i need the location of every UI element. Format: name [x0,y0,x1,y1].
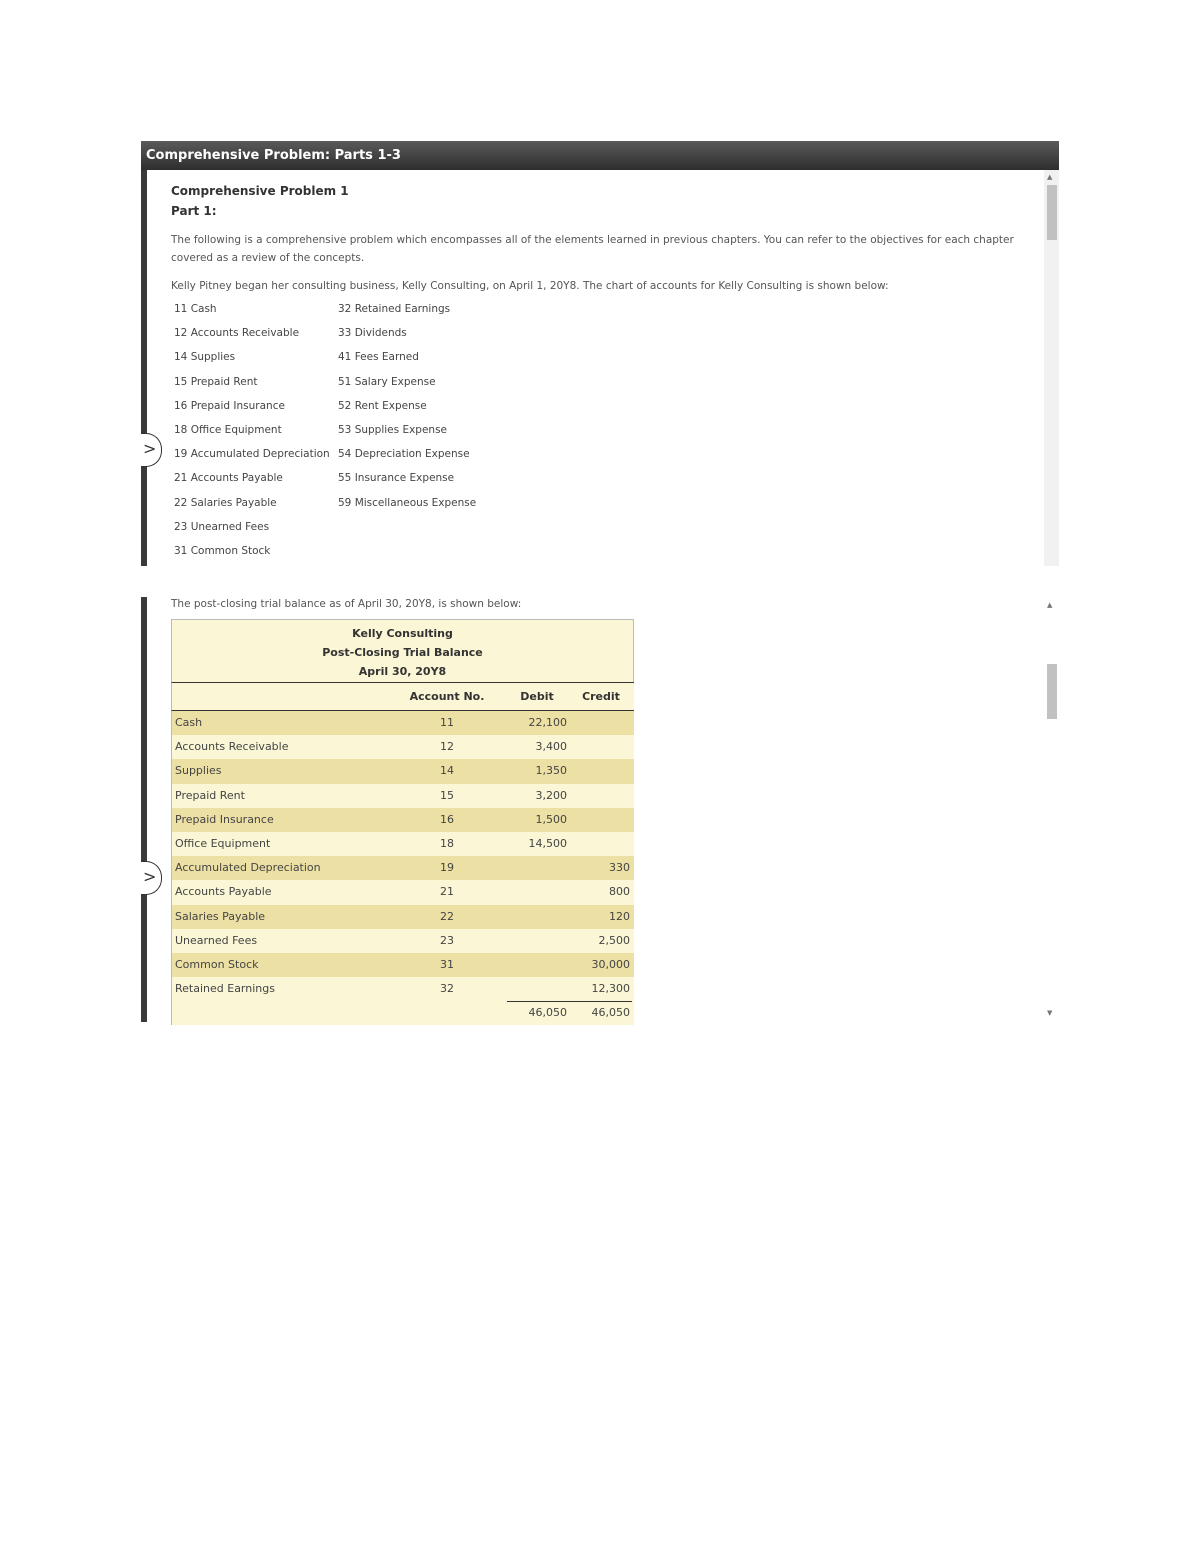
account-name: Accumulated Depreciation [175,861,321,875]
credit-amount: 120 [609,909,630,923]
table-row [171,711,634,735]
intro-paragraph-continued: covered as a review of the concepts. [171,252,365,264]
account-number: 31 [440,957,454,971]
debit-amount: 1,350 [535,764,567,778]
coa-account: 14 Supplies [174,351,236,364]
trial-balance-heading [171,619,634,682]
problem-panel [141,141,1059,566]
table-row [171,880,634,904]
total-debit: 46,050 [528,1006,567,1020]
table-row [171,735,634,759]
coa-account: 15 Prepaid Rent [174,375,258,388]
trial-balance-intro: The post-closing trial balance as of April 30, 20Y8, is shown below: [171,598,522,610]
problem-heading: Comprehensive Problem 1 [171,184,349,198]
coa-account: 23 Unearned Fees [174,520,270,533]
chevron-right-icon: > [143,867,157,886]
credit-amount: 12,300 [591,982,630,996]
account-name: Common Stock [175,957,259,971]
table-row [171,977,634,1001]
table-row [171,784,634,808]
table-row [171,929,634,953]
table-row [171,759,634,783]
account-name: Accounts Payable [175,885,272,899]
scroll-down-icon[interactable]: ▼ [1047,1009,1053,1017]
coa-account: 21 Accounts Payable [174,472,283,485]
window-title: Comprehensive Problem: Parts 1-3 [141,141,1059,170]
scrollbar-thumb[interactable] [1047,664,1057,719]
coa-account: 22 Salaries Payable [174,496,277,509]
account-name: Cash [175,716,203,729]
trial-balance-table [171,619,634,1025]
scrollbar-thumb[interactable] [1047,185,1057,240]
chevron-right-icon: > [143,439,157,458]
chart-of-accounts-intro: Kelly Pitney began her consulting business, Kelly Consulting, on April 1, 20Y8. The chart of accounts for Kelly Consulting is shown below: [171,280,889,292]
coa-account: 31 Common Stock [174,544,271,557]
scrollbar[interactable] [1044,597,1059,1022]
company-name: Kelly Consulting [352,627,453,640]
statement-title: Post-Closing Trial Balance [322,646,483,659]
total-rule [507,1001,632,1002]
account-name: Unearned Fees [175,933,258,947]
account-number: 15 [440,788,454,802]
account-number: 14 [440,764,454,778]
intro-paragraph: The following is a comprehensive problem which encompasses all of the elements learned in previous chapters. You can refer to the objectives for each chapter [171,234,1014,246]
account-name: Supplies [175,764,222,778]
coa-account: 32 Retained Earnings [338,303,451,315]
trial-balance-rows [171,711,634,1001]
scrollbar[interactable] [1044,170,1059,566]
account-number: 32 [440,982,454,996]
total-credit: 46,050 [591,1006,630,1020]
credit-amount: 330 [609,861,630,875]
account-name: Prepaid Rent [175,788,245,802]
coa-account: 52 Rent Expense [338,399,427,412]
account-number: 18 [440,836,454,850]
column-headers [171,682,634,711]
coa-account: 59 Miscellaneous Expense [338,496,477,509]
coa-account: 16 Prepaid Insurance [174,399,285,412]
account-number: 23 [440,933,454,947]
account-number: 11 [440,716,454,729]
coa-account: 54 Depreciation Expense [338,448,470,461]
credit-amount: 30,000 [591,957,630,971]
panel-left-border [141,170,147,566]
account-name: Accounts Receivable [175,740,289,754]
account-name: Prepaid Insurance [175,812,274,826]
coa-account: 19 Accumulated Depreciation [174,448,330,461]
coa-account: 55 Insurance Expense [338,472,455,485]
coa-account: 41 Fees Earned [338,351,419,364]
coa-account: 12 Accounts Receivable [174,327,300,340]
account-name: Retained Earnings [175,982,275,996]
account-name: Salaries Payable [175,909,266,923]
account-number: 16 [440,812,454,826]
coa-account: 18 Office Equipment [174,423,282,436]
scroll-up-icon[interactable]: ▲ [1047,601,1053,609]
coa-account: 33 Dividends [338,327,407,340]
part-label: Part 1: [171,204,217,218]
table-row [171,905,634,929]
table-row [171,832,634,856]
debit-amount: 1,500 [535,812,567,826]
header-debit: Debit [520,690,554,703]
debit-amount: 3,200 [535,788,567,802]
coa-account: 11 Cash [174,303,217,315]
coa-account: 53 Supplies Expense [338,423,448,436]
credit-amount: 800 [609,885,630,899]
statement-date: April 30, 20Y8 [358,665,447,678]
header-credit: Credit [582,690,620,703]
credit-amount: 2,500 [598,933,630,947]
debit-amount: 14,500 [528,836,567,850]
intro-content [171,181,1033,295]
panel-left-border [141,597,147,1022]
account-number: 21 [440,885,454,899]
debit-amount: 3,400 [535,740,567,754]
coa-account: 51 Salary Expense [338,375,436,388]
account-number: 22 [440,909,454,923]
header-account-no: Account No. [409,690,485,703]
account-name: Office Equipment [175,836,271,850]
scroll-up-icon[interactable]: ▲ [1047,173,1053,181]
trial-balance-panel [141,597,1059,1022]
totals-row [171,1001,634,1025]
account-number: 19 [440,861,454,875]
table-row [171,856,634,880]
debit-amount: 22,100 [528,716,567,729]
account-number: 12 [440,740,454,754]
table-row [171,953,634,977]
table-row [171,808,634,832]
